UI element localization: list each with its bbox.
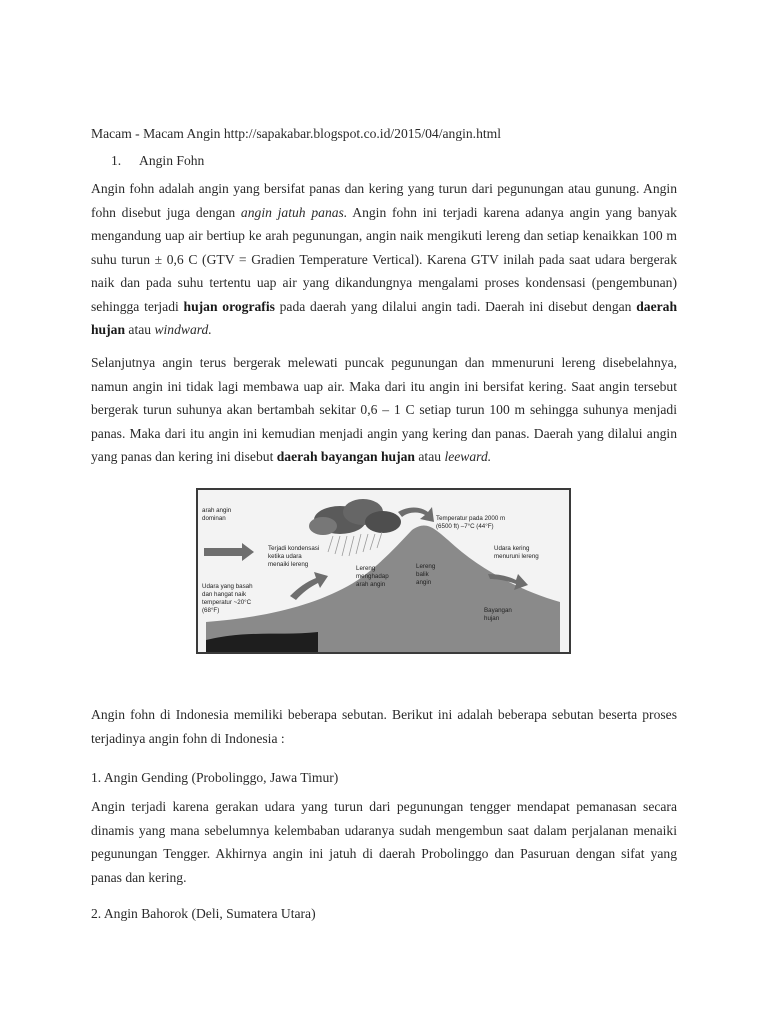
label-dry-1: Udara kering <box>494 545 530 552</box>
fohn-wind-diagram <box>196 488 571 654</box>
label-wet-4: (68°F) <box>202 607 220 614</box>
section-number: 1. <box>111 153 122 168</box>
item-angin-gending-title: 1. Angin Gending (Probolinggo, Jawa Timur) <box>91 770 339 785</box>
label-leeward-2: balik <box>416 571 429 578</box>
p1-bold-term-hujan-orografis: hujan orografis <box>183 298 275 314</box>
label-wet-3: temperatur ~20°C <box>202 599 252 606</box>
paragraph-angin-gending: Angin terjadi karena gerakan udara yang turun dari pegunungan tengger mendapat pemanasan secara dinamis yang mana sebelumnya kelembaban udaranya sudah mengembun saat dalam perjalanan menaiki pegunungan Tengger. Akhirnya angin ini jatuh di daerah Probolinggo dan Pasuruan dengan sifat yang panas dan kering. <box>91 799 677 885</box>
p1-text-e: pada daerah yang dilalui angin tadi. Daerah ini disebut dengan <box>274 298 637 314</box>
p2-text-a: Selanjutnya angin terus bergerak melewati puncak pegunungan dan mmenuruni lereng disebelahnya, namun angin ini tidak lagi membawa uap air. Maka dari itu angin ini bersifat kering. Saat angin tersebut bergerak turun suhunya akan bertambah sekitar 0,6 – 1 C setiap turun 100 m sehingga suhunya menjadi panas. Maka dari itu angin ini kemudian menjadi angin yang kering dan panas. Daerah yang dilalui angin yang panas dan kering ini disebut <box>91 355 677 464</box>
label-shadow-2: hujan <box>484 615 500 622</box>
p2-text-c: atau <box>415 449 445 464</box>
label-wet-1: Udara yang basah <box>202 583 253 590</box>
label-condense-2: ketika udara <box>268 553 302 560</box>
label-windward-2: menghadap <box>356 573 389 580</box>
label-leeward-3: angin <box>416 579 432 586</box>
paragraph-indonesia-intro: Angin fohn di Indonesia memiliki beberapa sebutan. Berikut ini adalah beberapa sebutan beserta proses terjadinya angin fohn di Indonesia : <box>91 707 677 746</box>
label-condense-3: menaiki lereng <box>268 561 309 568</box>
label-temp-2: (6500 ft) –7°C (44°F) <box>436 523 494 530</box>
p1-bold-term-daerah-hujan: daerah hujan <box>91 298 677 337</box>
label-condense-1: Terjadi kondensasi <box>268 545 320 552</box>
label-dry-2: menuruni lereng <box>494 553 539 560</box>
label-temp-1: Temperatur pada 2000 m <box>436 515 506 522</box>
label-shadow-1: Bayangan <box>484 607 512 614</box>
p1-text-a: Angin fohn adalah angin yang bersifat panas dan kering yang turun dari pegunungan atau gunung. Angin fohn disebut juga dengan <box>91 181 677 220</box>
fohn-diagram-svg <box>198 490 569 652</box>
label-leeward-1: Lereng <box>416 563 436 570</box>
p1-text-c: Angin fohn ini terjadi karena adanya angin yang banyak mengandung uap air bertiup ke arah pegunungan, angin naik mengikuti lereng dan setiap kenaikkan 100 m suhu turun ± 0,6 C (GTV = Gradien Temperature Vertical). Karena GTV inilah pada saat udara bergerak naik dan pada suhu tertentu uap air yang dikandungnya mengalami proses kondensasi (pengembunan) sehingga terjadi <box>91 204 677 314</box>
section-heading-angin-fohn <box>91 151 204 170</box>
section-title: Angin Fohn <box>139 153 205 168</box>
p1-italic-term: angin jatuh panas. <box>240 204 348 220</box>
label-windward-1: Lereng <box>356 565 376 572</box>
p1-italic-windward: windward. <box>154 322 212 337</box>
p2-bold-term-bayangan-hujan: daerah bayangan hujan <box>276 449 415 464</box>
source-line: Macam - Macam Angin http://sapakabar.blogspot.co.id/2015/04/angin.html <box>91 126 502 141</box>
label-windward-3: arah angin <box>356 581 386 588</box>
p1-text-g: atau <box>125 322 155 337</box>
label-wind-2: dominan <box>202 515 226 522</box>
item-angin-bahorok-title: 2. Angin Bahorok (Deli, Sumatera Utara) <box>91 906 316 921</box>
p2-italic-leeward: leeward. <box>444 449 492 464</box>
label-wet-2: dan hangat naik <box>202 591 247 598</box>
paragraph-definition <box>91 177 677 342</box>
paragraph-leeward <box>91 351 677 469</box>
label-wind-1: arah angin <box>202 507 232 514</box>
